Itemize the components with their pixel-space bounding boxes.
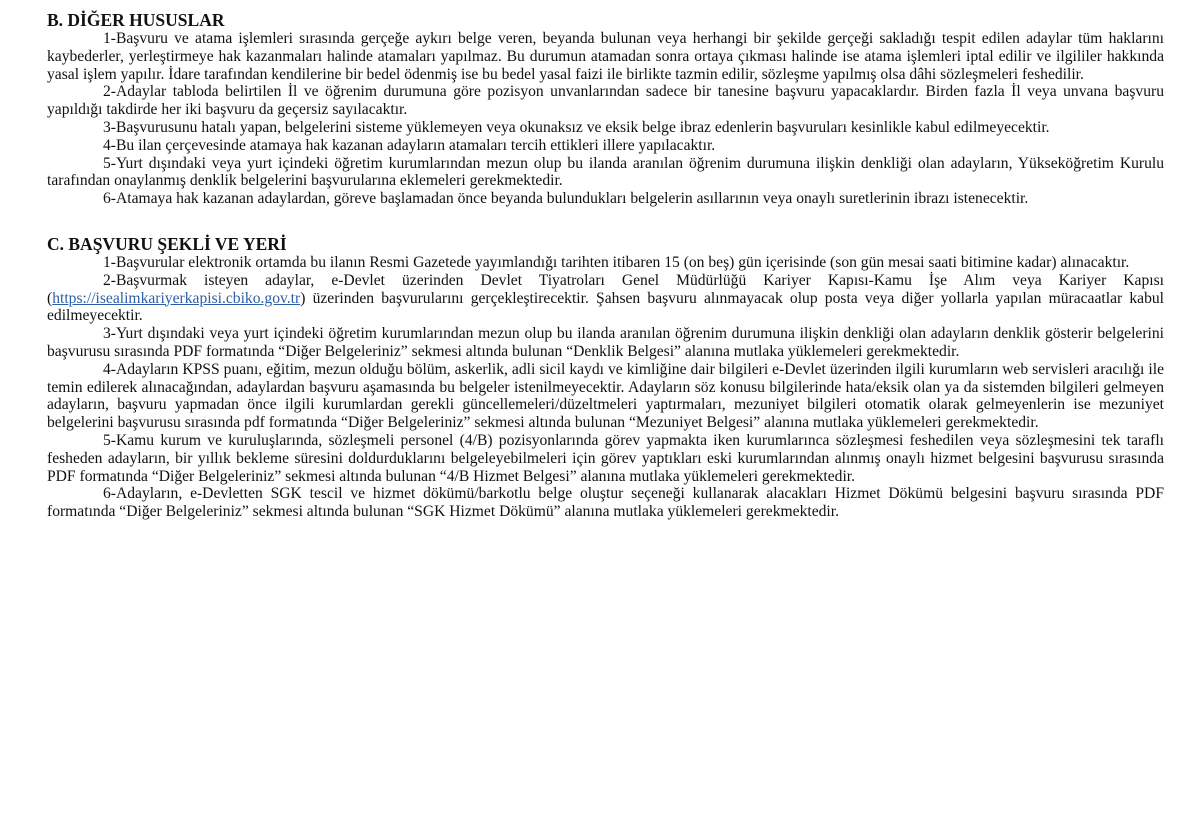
section-b-paragraph-4: 4-Bu ilan çerçevesinde atamaya hak kazanan adayların atamaları tercih ettikleri illere yapılacaktır. [103,136,716,154]
section-b-paragraph-6: 6-Atamaya hak kazanan adaylardan, göreve başlamadan önce beyanda bulundukları belgelerin asıllarının veya onaylı suretlerinin ibrazı istenecektir. [103,190,1029,208]
section-b-paragraph-1: 1-Başvuru ve atama işlemleri sırasında gerçeğe aykırı belge veren, beyanda bulunan veya herhangi bir şekilde gerçeği sakladığı tespit edilen adaylar tüm haklarını kaybederler, yerleştirmeye hak kazanmaları halinde atamaları yapılmaz. Bu durumun atamadan sonra ortaya çıkması halinde ise atama işlemleri iptal edilir ve ilgililer hakkında yasal işlem yapılır. İdare tarafından kendilerine bir bedel ödenmiş ise bu bedel yasal faizi ile birlikte tazmin edilir, sözleşme yapılmış olsa dâhi sözleşmeleri feshedilir. [47,30,1164,83]
section-c-paragraph-4: 4-Adayların KPSS puanı, eğitim, mezun olduğu bölüm, askerlik, adli sicil kaydı ve kimliğine dair bilgileri e-Devlet üzerinden ilgili kurumların web servisleri aracılığı ile temin edilerek alınacağından, adaylardan başvuru aşamasında bu belgeler istenilmeyecektir. Adayların söz konusu bilgilerinde hata/eksik olan ya da sistemden bilgileri gelmeyen adayların, başvuru yapmadan önce ilgili kurumlardan gerekli güncellemeleri/düzeltmeleri yaptırmaları, mezuniyet bilgileri otomatik olarak gelmeyenlerin ise mezuniyet belgelerini başvurusu sırasında pdf formatında “Diğer Belgeleriniz” sekmesi altında bulunan “Mezuniyet Belgesi” alanına mutlaka yüklemeleri gerekmektedir. [47,360,1164,432]
section-c-paragraph-2 [47,272,1164,325]
section-c-paragraph-1: 1-Başvurular elektronik ortamda bu ilanın Resmi Gazetede yayımlandığı tarihten itibaren 15 (on beş) gün içerisinde (son gün mesai saati bitimine kadar) alınacaktır. [103,253,1130,271]
paragraph-2-text-after: ) üzerinden başvurularını gerçekleştirecektir. Şahsen başvuru alınmayacak olup posta veya diğer yollarla yapılan müracaatlar kabul edilmeyecektir. [47,289,1164,325]
section-b-paragraph-2: 2-Adaylar tabloda belirtilen İl ve öğrenim durumuna göre pozisyon unvanlarından sadece bir tanesine başvuru yapacaklardır. Birden fazla İl veya unvana başvuru yapıldığı takdirde her iki başvuru da geçersiz sayılacaktır. [47,83,1164,119]
paragraph-2-text-before: 2-Başvurmak isteyen adaylar, e-Devlet üzerinden Devlet Tiyatroları Genel Müdürlüğü Kariyer Kapısı-Kamu İşe Alım veya Kariyer Kapısı ( [47,271,1164,307]
section-b [47,6,1164,208]
section-c [47,230,1164,521]
section-b-title: B. DİĞER HUSUSLAR [47,10,225,30]
section-c-paragraph-5: 5-Kamu kurum ve kuruluşlarında, sözleşmeli personel (4/B) pozisyonlarında görev yapmakta iken kurumlarınca sözleşmesi feshedilen veya sözleşmesini tek taraflı fesheden adayların, bir yıllık bekleme süresini doldurduklarını belgeleyebilmeleri için görev yaptıkları eski kurumlarından alınmış onaylı hizmet belgesini başvurusu sırasında PDF formatında “Diğer Belgeleriniz” sekmesi altında bulunan “4/B Hizmet Belgesi” alanına mutlaka yüklemeleri gerekmektedir. [47,431,1164,485]
kariyer-kapisi-link[interactable]: https://isealimkariyerkapisi.cbiko.gov.tr [52,289,301,307]
section-c-title: C. BAŞVURU ŞEKLİ VE YERİ [47,233,287,254]
section-b-paragraph-3: 3-Başvurusunu hatalı yapan, belgelerini sisteme yüklemeyen veya okunaksız ve eksik belge ibraz edenlerin başvuruları kesinlikle kabul edilmeyecektir. [103,118,1050,136]
section-c-paragraph-6: 6-Adayların, e-Devletten SGK tescil ve hizmet dökümü/barkotlu belge oluştur seçeneği kullanarak alacakları Hizmet Dökümü belgesini başvuru sırasında PDF formatında “Diğer Belgeleriniz” sekmesi altında bulunan “SGK Hizmet Dökümü” alanına mutlaka yüklemeleri gerekmektedir. [47,485,1164,521]
section-b-paragraph-5: 5-Yurt dışındaki veya yurt içindeki öğretim kurumlarından mezun olup bu ilanda aranılan öğrenim durumuna ilişkin denkliği olan adayların, Yükseköğretim Kurulu tarafından onaylanmış denklik belgelerini başvurularına eklemeleri gerekmektedir. [47,154,1164,190]
section-c-paragraph-3: 3-Yurt dışındaki veya yurt içindeki öğretim kurumlarından mezun olup bu ilanda aranılan öğrenim durumuna ilişkin denkliği olan adayların denklik gösterir belgelerini başvurusu sırasında PDF formatında “Diğer Belgeleriniz” sekmesi altında bulunan “Denklik Belgesi” alanına mutlaka yüklemeleri gerekmektedir. [47,325,1164,360]
